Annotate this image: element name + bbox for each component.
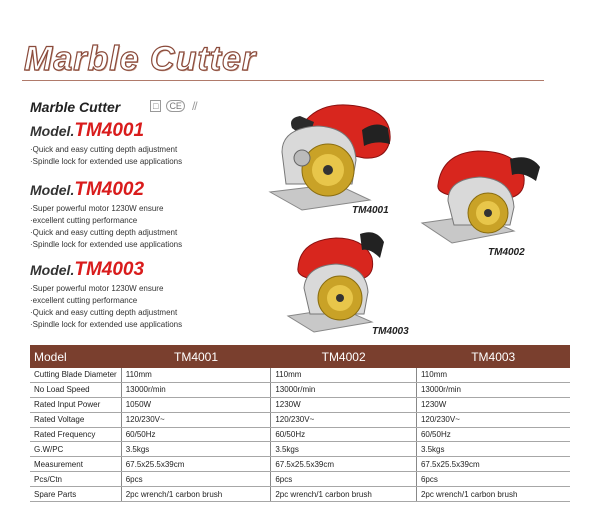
table-cell: 13000r/min [271, 382, 417, 397]
row-label: Rated Input Power [30, 397, 121, 412]
page-title: Marble Cutter [24, 40, 257, 78]
table-cell: 6pcs [271, 472, 417, 487]
column-header: TM4001 [121, 345, 271, 368]
table-cell: 60/50Hz [416, 427, 570, 442]
column-header: TM4002 [271, 345, 417, 368]
table-cell: 60/50Hz [121, 427, 271, 442]
table-body [30, 368, 570, 502]
blade-arbor [484, 209, 492, 217]
table-cell: 3.5kgs [121, 442, 271, 457]
row-label: No Load Speed [30, 382, 121, 397]
feature-list [30, 203, 182, 251]
table-cell: 1230W [271, 397, 417, 412]
depth-knob [294, 150, 310, 166]
feature-item: ·Super powerful motor 1230W ensure [30, 284, 164, 293]
product-label-tm4001: TM4001 [352, 205, 389, 216]
model-prefix: Model. [30, 262, 75, 278]
table-row [30, 382, 570, 397]
feature-item: ·Spindle lock for extended use applications [30, 320, 183, 329]
row-label: Rated Voltage [30, 412, 121, 427]
column-header: TM4003 [416, 345, 570, 368]
model-title [30, 120, 182, 142]
table-cell: 1050W [121, 397, 271, 412]
table-cell: 2pc wrench/1 carbon brush [121, 487, 271, 502]
table-row [30, 457, 570, 472]
title-divider [22, 80, 544, 81]
row-label: Pcs/Ctn [30, 472, 121, 487]
table-row [30, 368, 570, 382]
table-cell: 67.5x25.5x39cm [271, 457, 417, 472]
table-cell: 6pcs [121, 472, 271, 487]
table-cell: 6pcs [416, 472, 570, 487]
table-row [30, 412, 570, 427]
model-prefix: Model. [30, 182, 75, 198]
table-cell: 3.5kgs [271, 442, 417, 457]
table-row [30, 487, 570, 502]
model-prefix: Model. [30, 123, 75, 139]
table-row [30, 397, 570, 412]
table-cell: 2pc wrench/1 carbon brush [271, 487, 417, 502]
table-cell: 1230W [416, 397, 570, 412]
row-label: Spare Parts [30, 487, 121, 502]
feature-item: ·Quick and easy cutting depth adjustment [30, 145, 178, 154]
table-row [30, 472, 570, 487]
table-cell: 13000r/min [416, 382, 570, 397]
table-cell: 3.5kgs [416, 442, 570, 457]
table-row [30, 427, 570, 442]
feature-item: ·Quick and easy cutting depth adjustment [30, 308, 178, 317]
table-cell: 60/50Hz [271, 427, 417, 442]
feature-item: ·Spindle lock for extended use applications [30, 157, 183, 166]
table-cell: 67.5x25.5x39cm [121, 457, 271, 472]
blade-arbor [323, 165, 333, 175]
model-block-tm4003 [30, 259, 182, 331]
section-title: Marble Cutter [30, 99, 121, 115]
certification-marks [150, 100, 199, 112]
marble-cutter-tm4001-image [266, 100, 396, 220]
slash-cert-icon: // [191, 99, 197, 113]
feature-item: ·excellent cutting performance [30, 216, 138, 225]
table-cell: 110mm [271, 368, 417, 382]
ce-cert-icon: CE [166, 100, 185, 112]
model-block-tm4002 [30, 179, 182, 251]
feature-item: ·Spindle lock for extended use applications [30, 240, 183, 249]
feature-list [30, 283, 182, 331]
model-title [30, 179, 182, 201]
square-cert-icon: □ [150, 100, 161, 112]
table-row [30, 442, 570, 457]
model-block-tm4001 [30, 120, 182, 168]
table-cell: 120/230V~ [271, 412, 417, 427]
blade-arbor [336, 294, 344, 302]
row-label: G.W/PC [30, 442, 121, 457]
product-label-tm4002: TM4002 [488, 247, 525, 258]
column-header: Model [30, 345, 121, 368]
feature-list [30, 144, 182, 168]
row-label: Cutting Blade Diameter [30, 368, 121, 382]
model-code: TM4003 [74, 259, 145, 280]
table-header-row [30, 345, 570, 368]
table-cell: 110mm [416, 368, 570, 382]
row-label: Rated Frequency [30, 427, 121, 442]
model-code: TM4001 [74, 120, 145, 141]
marble-cutter-tm4003-image [280, 228, 400, 338]
marble-cutter-tm4002-image [418, 145, 548, 250]
table-cell: 67.5x25.5x39cm [416, 457, 570, 472]
table-cell: 13000r/min [121, 382, 271, 397]
feature-item: ·Quick and easy cutting depth adjustment [30, 228, 178, 237]
model-title [30, 259, 182, 281]
feature-item: ·Super powerful motor 1230W ensure [30, 204, 164, 213]
product-label-tm4003: TM4003 [372, 326, 409, 337]
table-cell: 2pc wrench/1 carbon brush [416, 487, 570, 502]
table-cell: 120/230V~ [121, 412, 271, 427]
table-cell: 120/230V~ [416, 412, 570, 427]
feature-item: ·excellent cutting performance [30, 296, 138, 305]
row-label: Measurement [30, 457, 121, 472]
model-code: TM4002 [74, 179, 145, 200]
specification-table [30, 345, 570, 502]
table-cell: 110mm [121, 368, 271, 382]
